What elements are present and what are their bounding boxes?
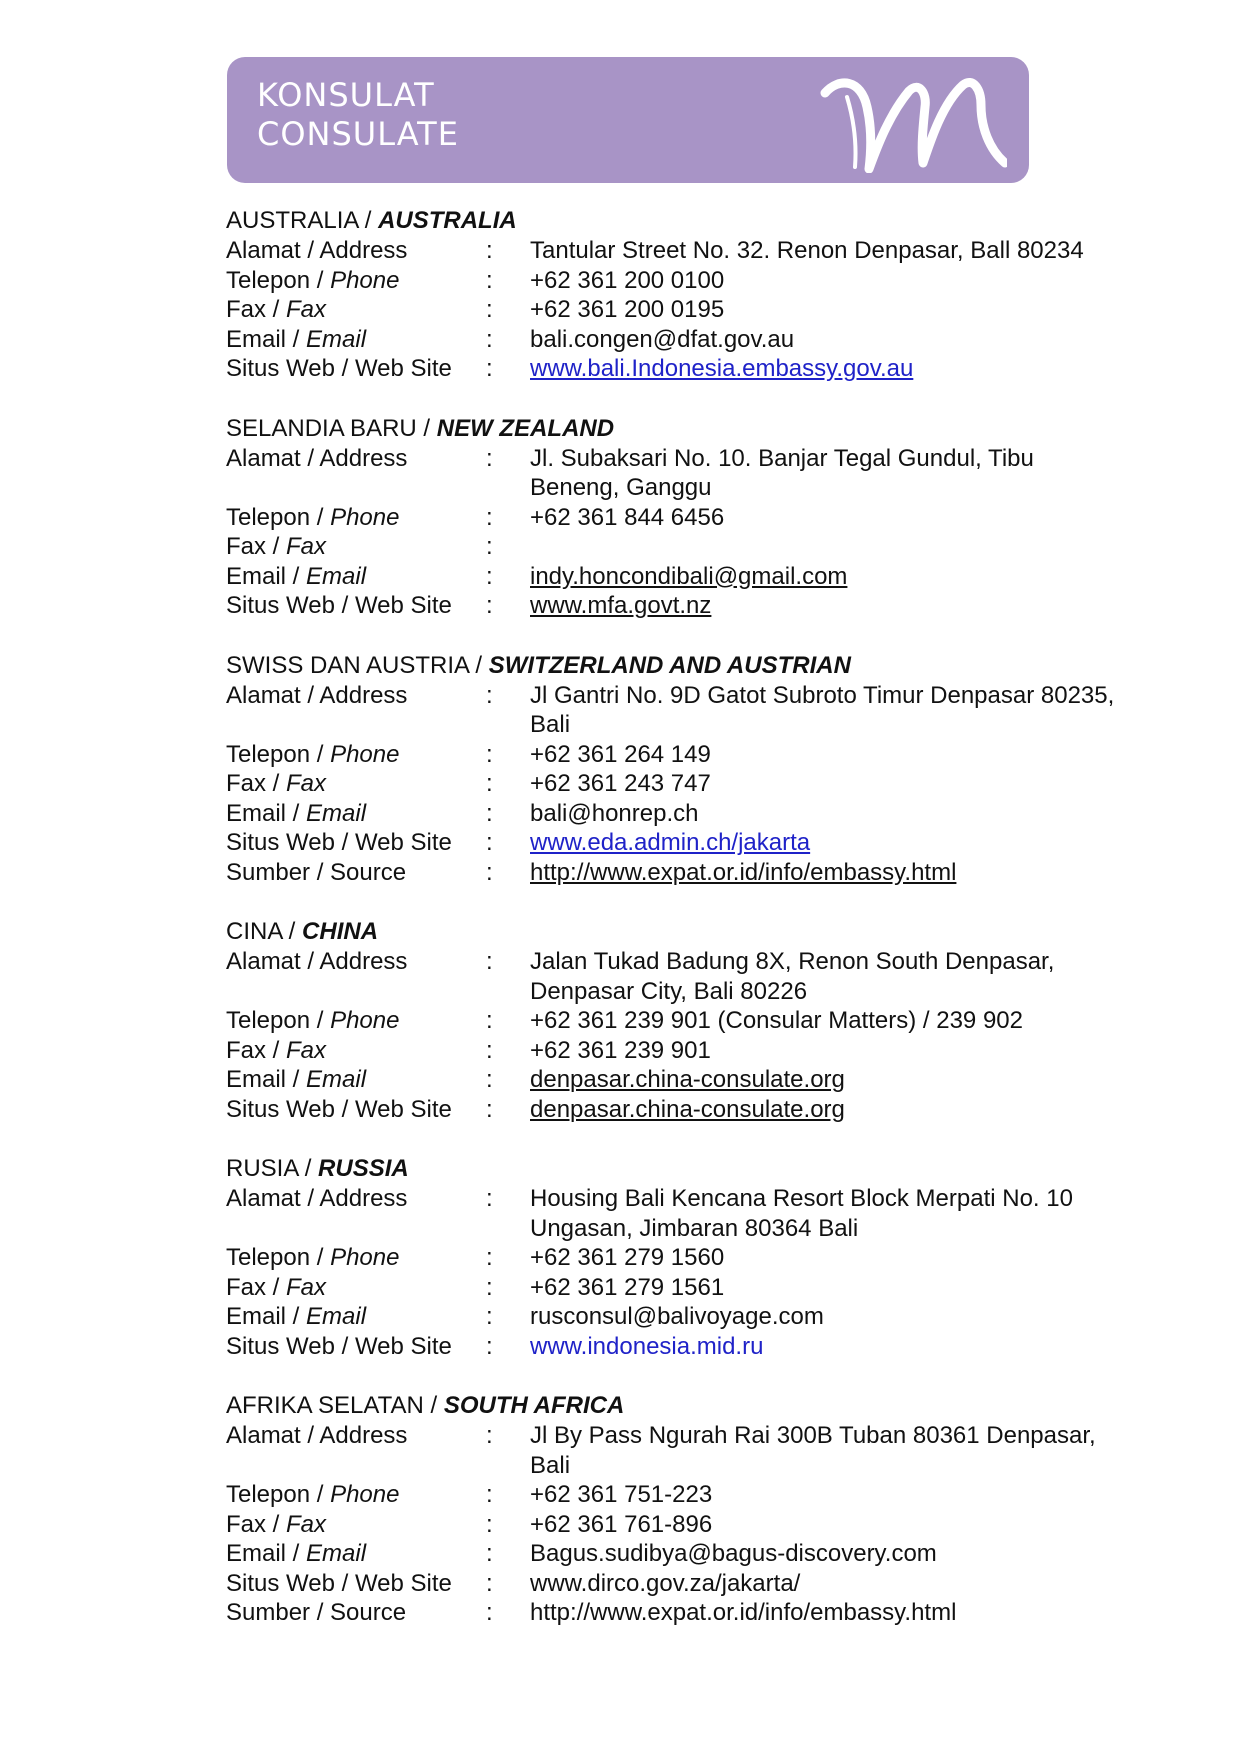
row-separator: : (486, 1510, 493, 1538)
row-label-english: Email (306, 1303, 367, 1330)
row-label-local: Situs Web / Web Site (226, 1332, 452, 1360)
row-separator: : (486, 1007, 493, 1034)
row-label (226, 1065, 486, 1095)
section-title (226, 1154, 1126, 1184)
row-label (226, 1184, 486, 1243)
row-label-english: Phone (330, 1244, 400, 1271)
row-value: Jl. Subaksari No. 10. Banjar Tegal Gundul, Tibu Beneng, Ganggu (530, 444, 1034, 501)
consulate-section (226, 1154, 1126, 1361)
row-separator: : (486, 237, 493, 264)
row-label-local: Alamat / Address (226, 1422, 408, 1449)
section-title-english: CHINA (302, 918, 379, 945)
row-label-local: Fax / (226, 1510, 287, 1538)
detail-row (226, 1243, 1126, 1273)
row-value: +62 361 279 1561 (530, 1273, 725, 1301)
row-label (226, 740, 486, 770)
detail-row (226, 740, 1126, 770)
detail-row (226, 1539, 1126, 1569)
row-label (226, 591, 486, 621)
detail-row (226, 444, 1126, 503)
detail-row (226, 947, 1126, 1006)
banner-title-line1: KONSULAT (257, 76, 435, 114)
row-separator: : (486, 592, 493, 619)
row-label-local: Situs Web / Web Site (226, 355, 452, 382)
row-separator: : (486, 296, 493, 323)
banner-title (257, 76, 459, 154)
row-label-local: Email / (226, 799, 307, 827)
detail-row (226, 503, 1126, 533)
row-label (226, 1539, 486, 1569)
detail-row (226, 1036, 1126, 1066)
row-label-local: Alamat / Address (226, 444, 408, 472)
row-label-local: Situs Web / Web Site (226, 1095, 452, 1123)
section-title-local: SELANDIA BARU / (226, 414, 437, 442)
row-value: Tantular Street No. 32. Renon Denpasar, Ball 80234 (530, 237, 1084, 264)
section-title-local: AUSTRALIA / (226, 207, 379, 234)
row-separator: : (486, 1273, 493, 1301)
row-label (226, 562, 486, 592)
row-label-local: Telepon / (226, 1481, 331, 1508)
row-value: Bagus.sudibya@bagus-discovery.com (530, 1540, 937, 1567)
row-label-local: Situs Web / Web Site (226, 1569, 452, 1597)
row-label-english: Phone (330, 503, 400, 531)
row-separator: : (486, 355, 493, 382)
row-separator: : (486, 1095, 493, 1123)
row-separator: : (486, 829, 493, 856)
consulate-banner (227, 57, 1029, 183)
row-label (226, 828, 486, 858)
row-separator: : (486, 1185, 493, 1212)
row-value: +62 361 200 0100 (530, 266, 725, 294)
consulate-section (226, 414, 1126, 621)
row-label-english: Fax (286, 770, 327, 797)
row-value: rusconsul@balivoyage.com (530, 1303, 824, 1330)
banner-title-line2: CONSULATE (257, 115, 459, 153)
row-value: Housing Bali Kencana Resort Block Merpati No. 10 Ungasan, Jimbaran 80364 Bali (530, 1185, 1073, 1242)
row-label-local: Telepon / (226, 1007, 331, 1034)
row-value (524, 532, 1126, 562)
detail-row (226, 266, 1126, 296)
row-label (226, 769, 486, 799)
row-label (226, 947, 486, 1006)
row-label-english: Fax (286, 533, 327, 560)
row-label (226, 1036, 486, 1066)
row-value-link[interactable]: www.eda.admin.ch/jakarta (530, 829, 811, 856)
row-label-local: Email / (226, 562, 307, 590)
row-separator: : (486, 266, 493, 294)
section-title (226, 414, 1126, 444)
detail-row (226, 591, 1126, 621)
row-value: +62 361 264 149 (530, 740, 711, 768)
row-value-link[interactable]: http://www.expat.or.id/info/embassy.html (530, 858, 957, 886)
detail-row (226, 1006, 1126, 1036)
row-label-english: Email (306, 325, 367, 353)
row-separator: : (486, 1540, 493, 1567)
row-label (226, 1006, 486, 1036)
row-separator: : (486, 562, 493, 590)
row-label-local: Email / (226, 1066, 307, 1093)
row-separator: : (486, 1303, 493, 1330)
row-label (226, 858, 486, 888)
row-separator: : (486, 858, 493, 886)
row-label-english: Email (306, 1066, 367, 1093)
detail-row (226, 1065, 1126, 1095)
row-separator: : (486, 948, 493, 975)
row-label-local: Alamat / Address (226, 948, 408, 975)
row-label-local: Sumber / Source (226, 1599, 407, 1626)
row-value: +62 361 239 901 (Consular Matters) / 239 902 (530, 1007, 1023, 1034)
row-value-link[interactable]: denpasar.china-consulate.org (530, 1066, 845, 1093)
row-separator: : (486, 1066, 493, 1093)
section-title-local: CINA / (226, 918, 303, 945)
row-separator: : (486, 325, 493, 353)
row-value: Jalan Tukad Badung 8X, Renon South Denpasar, Denpasar City, Bali 80226 (530, 948, 1055, 1005)
section-title-english: SOUTH AFRICA (443, 1392, 625, 1419)
row-label-local: Fax / (226, 296, 287, 323)
row-separator: : (486, 1332, 493, 1360)
row-label-english: Email (306, 799, 367, 827)
row-label (226, 444, 486, 503)
detail-row (226, 1095, 1126, 1125)
detail-row (226, 1569, 1126, 1599)
m-script-logo-icon (817, 67, 1007, 173)
row-separator: : (486, 444, 493, 472)
detail-row (226, 858, 1126, 888)
detail-row (226, 1302, 1126, 1332)
row-label-local: Telepon / (226, 503, 331, 531)
row-label-local: Fax / (226, 1273, 287, 1301)
row-label-local: Situs Web / Web Site (226, 592, 452, 619)
row-value-link[interactable]: www.bali.Indonesia.embassy.gov.au (530, 355, 914, 382)
section-title-local: SWISS DAN AUSTRIA / (226, 651, 489, 679)
row-label (226, 681, 486, 740)
row-label-local: Sumber / Source (226, 858, 407, 886)
detail-row (226, 1184, 1126, 1243)
row-label-english: Email (306, 562, 367, 590)
section-title (226, 917, 1126, 947)
row-label (226, 1273, 486, 1303)
detail-row (226, 354, 1126, 384)
row-label-english: Fax (286, 1510, 327, 1538)
row-value: http://www.expat.or.id/info/embassy.html (530, 1599, 957, 1626)
row-label (226, 1243, 486, 1273)
row-value: +62 361 844 6456 (530, 503, 725, 531)
detail-row (226, 769, 1126, 799)
row-label-local: Alamat / Address (226, 1185, 408, 1212)
row-value: Jl Gantri No. 9D Gatot Subroto Timur Denpasar 80235, Bali (530, 681, 1115, 738)
row-label (226, 1598, 486, 1628)
consulate-list (226, 206, 1126, 1658)
row-label-english: Email (306, 1540, 367, 1567)
detail-row (226, 325, 1126, 355)
row-value: bali@honrep.ch (530, 799, 699, 827)
row-label (226, 1510, 486, 1540)
row-label-english: Fax (286, 1273, 327, 1301)
detail-row (226, 236, 1126, 266)
row-value: +62 361 761-896 (530, 1510, 713, 1538)
row-label-english: Phone (330, 740, 400, 768)
row-label-local: Telepon / (226, 266, 331, 294)
row-value: +62 361 279 1560 (530, 1244, 725, 1271)
row-label-english: Fax (286, 296, 327, 323)
row-label-local: Fax / (226, 1036, 287, 1064)
section-title-local: AFRIKA SELATAN / (226, 1392, 444, 1419)
detail-row (226, 1598, 1126, 1628)
row-label-local: Situs Web / Web Site (226, 829, 452, 856)
section-title (226, 206, 1126, 236)
row-separator: : (486, 1569, 493, 1597)
row-separator: : (486, 503, 493, 531)
row-value: bali.congen@dfat.gov.au (530, 325, 795, 353)
row-label (226, 503, 486, 533)
detail-row (226, 1510, 1126, 1540)
row-value: Jl By Pass Ngurah Rai 300B Tuban 80361 Denpasar, Bali (530, 1422, 1096, 1479)
row-value: +62 361 751-223 (530, 1481, 713, 1508)
row-separator: : (486, 1599, 493, 1626)
row-label (226, 236, 486, 266)
detail-row (226, 828, 1126, 858)
detail-row (226, 1273, 1126, 1303)
row-value: +62 361 239 901 (530, 1036, 711, 1064)
consulate-section (226, 917, 1126, 1124)
row-separator: : (486, 799, 493, 827)
row-label-local: Telepon / (226, 740, 331, 768)
row-separator: : (486, 1422, 493, 1449)
row-label (226, 1302, 486, 1332)
row-value-link[interactable]: indy.honcondibali@gmail.com (530, 562, 848, 590)
row-value: +62 361 200 0195 (530, 296, 725, 323)
row-label (226, 295, 486, 325)
row-label-english: Phone (330, 266, 400, 294)
row-label-local: Alamat / Address (226, 681, 408, 709)
row-label-local: Telepon / (226, 1244, 331, 1271)
row-label-english: Phone (330, 1007, 400, 1034)
row-value: www.dirco.gov.za/jakarta/ (530, 1569, 801, 1597)
row-label-local: Alamat / Address (226, 237, 408, 264)
row-label-local: Fax / (226, 533, 287, 560)
row-label (226, 354, 486, 384)
row-separator: : (486, 533, 493, 560)
row-label (226, 1421, 486, 1480)
section-title-english: NEW ZEALAND (436, 414, 615, 442)
row-separator: : (486, 1481, 493, 1508)
row-separator: : (486, 681, 493, 709)
detail-row (226, 1332, 1126, 1362)
consulate-section (226, 651, 1126, 888)
section-title (226, 1391, 1126, 1421)
row-label (226, 799, 486, 829)
section-title (226, 651, 1126, 681)
consulate-section (226, 206, 1126, 384)
row-separator: : (486, 770, 493, 797)
row-label (226, 266, 486, 296)
row-label (226, 325, 486, 355)
detail-row (226, 562, 1126, 592)
row-label (226, 532, 486, 562)
detail-row (226, 295, 1126, 325)
row-label-local: Email / (226, 325, 307, 353)
section-title-english: SWITZERLAND AND AUSTRIAN (488, 651, 851, 679)
row-label (226, 1480, 486, 1510)
row-label-local: Fax / (226, 770, 287, 797)
section-title-english: AUSTRALIA (378, 207, 517, 234)
row-label-english: Fax (286, 1036, 327, 1064)
row-separator: : (486, 1036, 493, 1064)
row-separator: : (486, 1244, 493, 1271)
row-value: +62 361 243 747 (530, 770, 711, 797)
section-title-local: RUSIA / (226, 1155, 319, 1182)
row-label (226, 1569, 486, 1599)
detail-row (226, 1480, 1126, 1510)
row-label-local: Email / (226, 1540, 307, 1567)
row-label-local: Email / (226, 1303, 307, 1330)
row-value: www.indonesia.mid.ru (530, 1332, 764, 1360)
detail-row (226, 681, 1126, 740)
detail-row (226, 799, 1126, 829)
section-title-english: RUSSIA (318, 1155, 409, 1182)
row-separator: : (486, 740, 493, 768)
row-label (226, 1332, 486, 1362)
detail-row (226, 532, 1126, 562)
row-value-link[interactable]: denpasar.china-consulate.org (530, 1095, 845, 1123)
row-value-link[interactable]: www.mfa.govt.nz (530, 592, 712, 619)
detail-row (226, 1421, 1126, 1480)
consulate-section (226, 1391, 1126, 1628)
row-label (226, 1095, 486, 1125)
row-label-english: Phone (330, 1481, 400, 1508)
